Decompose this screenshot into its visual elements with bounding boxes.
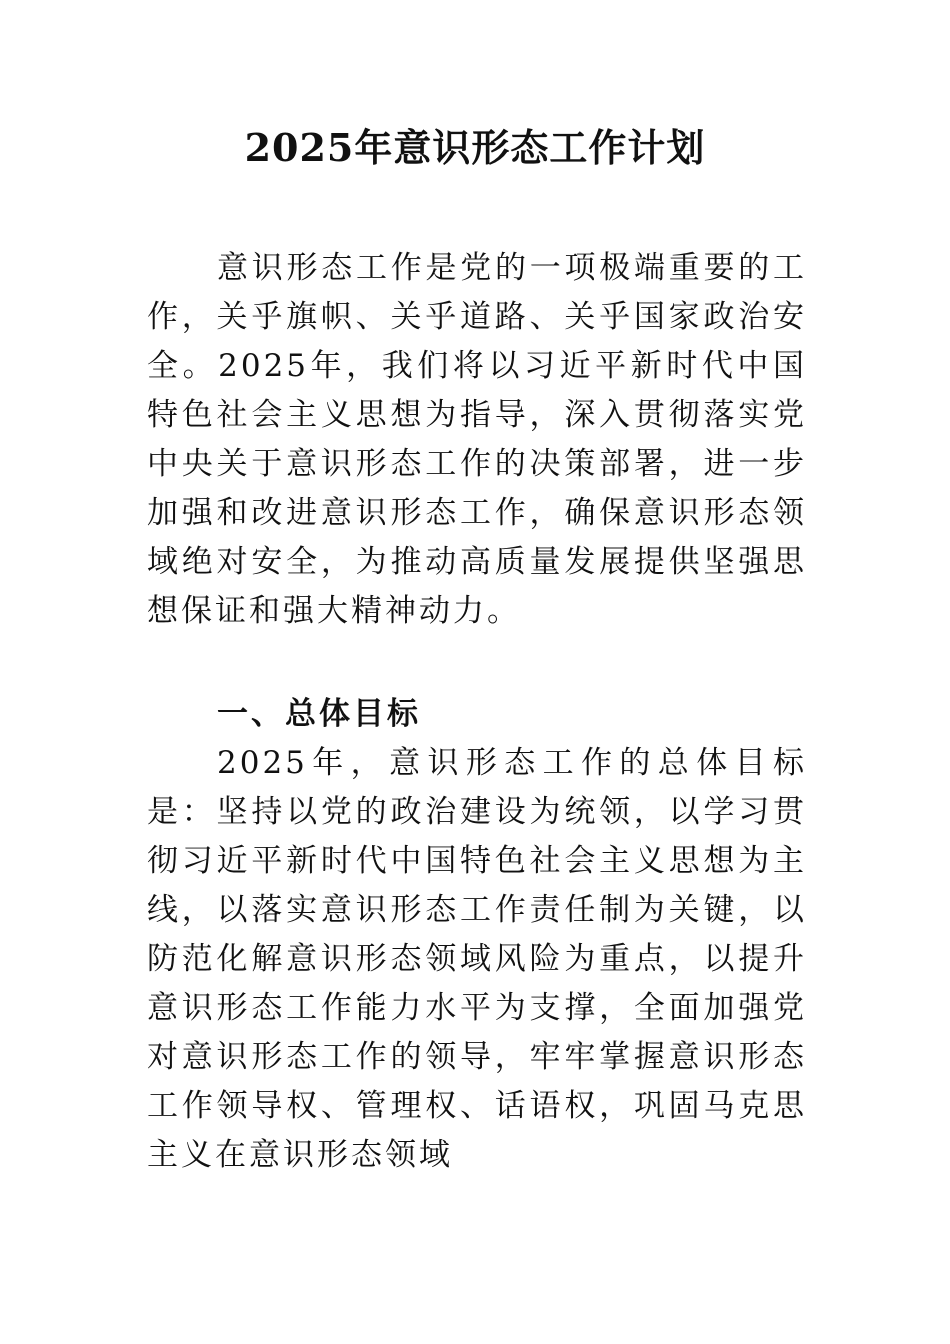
section-paragraph-overall-goal: 2025年，意识形态工作的总体目标是：坚持以党的政治建设为统领，以学习贯彻习近平新时代中国特色社会主义思想为主线，以落实意识形态工作责任制为关键，以防范化解意识形态领域风险为重点，以提升意识形态工作能力水平为支撑，全面加强党对意识形态工作的领导，牢牢掌握意识形态工作领导权、管理权、话语权，巩固马克思主义在意识形态领域 xyxy=(147,745,807,1173)
section-heading-overall-goal: 一、总体目标 xyxy=(217,696,421,732)
document-title: 2025年意识形态工作计划 xyxy=(244,125,706,170)
intro-paragraph: 意识形态工作是党的一项极端重要的工作，关乎旗帜、关乎道路、关乎国家政治安全。2025年，我们将以习近平新时代中国特色社会主义思想为指导，深入贯彻落实党中央关于意识形态工作的决策部署，进一步加强和改进意识形态工作，确保意识形态领域绝对安全，为推动高质量发展提供坚强思想保证和强大精神动力。 xyxy=(147,250,807,629)
